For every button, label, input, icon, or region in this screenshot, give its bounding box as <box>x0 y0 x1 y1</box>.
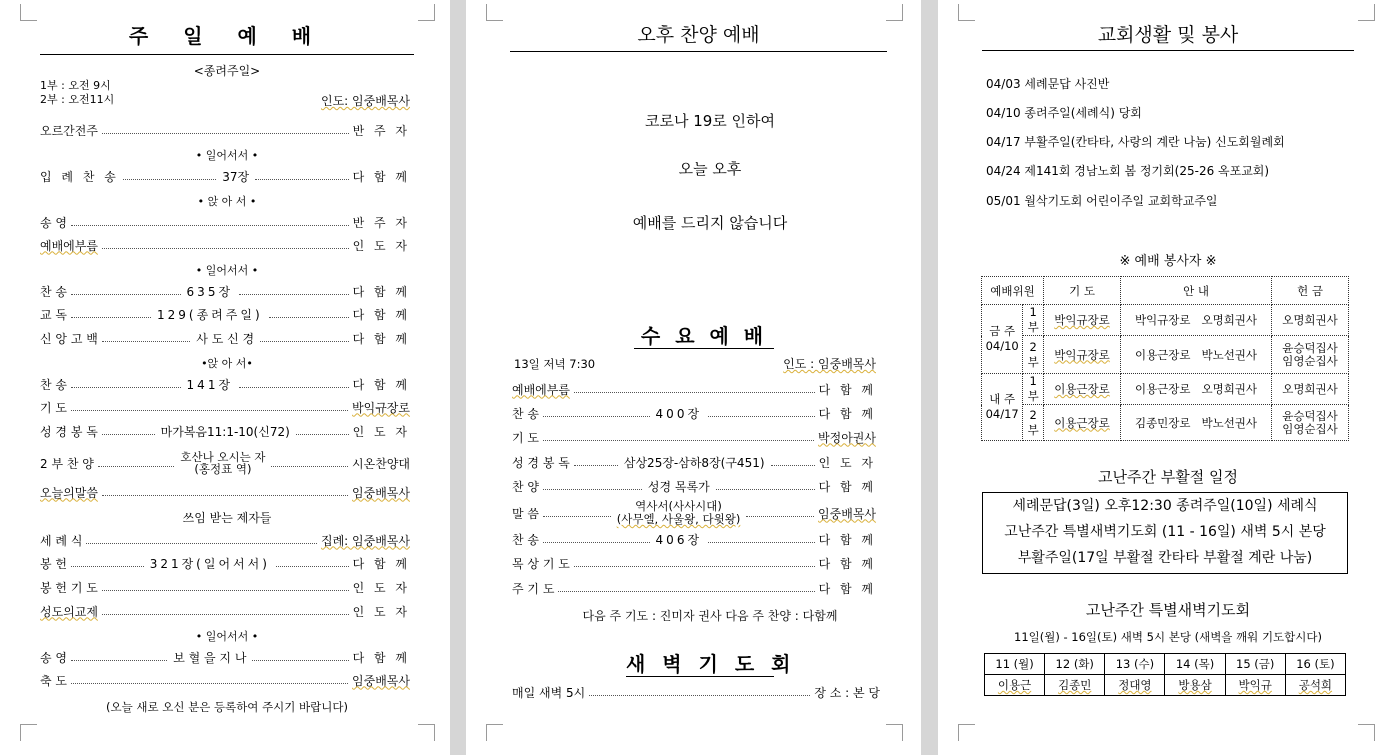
prayer-cell: 이용근장로 <box>1044 405 1121 441</box>
wednesday-time: 13일 저녁 7:30 <box>514 357 596 371</box>
dawn-title: 새 벽 기 도 회 <box>626 652 796 676</box>
table-row <box>982 336 1349 374</box>
header-cell: 헌 금 <box>1272 277 1349 305</box>
order-offering: 봉 헌 321장(일어서서) 다 함 께 <box>40 556 411 571</box>
notice-line-3: 예배를 드리지 않습니다 <box>632 214 788 232</box>
dawn-info: 매일 새벽 5시 장 소 : 본 당 <box>512 685 880 700</box>
part-cell: 2부 <box>1023 336 1044 374</box>
order-offering-prayer: 봉 헌 기 도 인 도 자 <box>40 580 410 595</box>
day-cell: 12 (화) <box>1045 654 1105 675</box>
offering-name: 윤승덕집사 <box>1282 340 1338 355</box>
order-choir: 2 부 찬 양 호산나 오시는 자 (홍정표 역) 시온찬양대 <box>40 450 410 476</box>
easter-line: 부활주일(17일 부활절 칸타타 부활절 계란 나눔) <box>1017 550 1313 566</box>
easter-schedule-box <box>982 492 1348 574</box>
wed-sermon: 말 씀 역사서(사사시대) (사무엘, 사울왕, 다윗왕) 임중배목사 <box>512 499 877 526</box>
usher-cell: 이용근장로 오명희권사 <box>1121 374 1272 405</box>
crop-mark <box>486 724 503 741</box>
offering-cell <box>1272 336 1349 374</box>
dawn-rule <box>626 676 774 677</box>
part-cell: 2부 <box>1023 405 1044 441</box>
event-item: 04/17 부활주일(칸타타, 사랑의 계란 나눔) 신도회월례회 <box>986 135 1285 149</box>
week-cell: 금 주 04/10 <box>982 305 1023 374</box>
order-prelude: 오르간전주 반 주 자 <box>40 123 410 138</box>
table-row <box>982 305 1349 336</box>
rubric-sit: • 앉 아 서 • <box>197 195 257 208</box>
offering-cell: 오명희권사 <box>1272 305 1349 336</box>
subtitle: <종려주일> <box>193 64 261 78</box>
wed-call: 예배에부름 다 함 께 <box>512 382 876 397</box>
order-praise: 송 영 반 주 자 <box>40 215 410 230</box>
wednesday-title: 수 요 예 배 <box>640 324 768 348</box>
name-cell: 공석희 <box>1285 675 1345 696</box>
order-prayer: 기 도 박익규장로 <box>40 400 410 415</box>
notice-line-1: 코로나 19로 인하여 <box>644 112 776 130</box>
easter-line: 고난주간 특별새벽기도회 (11 - 16일) 새벽 5시 본당 <box>1004 524 1326 540</box>
rubric-stand: • 일어서서 • <box>195 630 259 643</box>
volunteers-title: ※ 예배 봉사자 ※ <box>1119 254 1217 269</box>
notice-line-2: 오늘 오후 <box>678 160 742 178</box>
name-row <box>985 675 1346 696</box>
table-row <box>982 405 1349 441</box>
rubric-sit: •앉 아 서• <box>201 357 253 370</box>
prayer-cell: 박익규장로 <box>1044 305 1121 336</box>
crop-mark <box>1358 724 1375 741</box>
page-title: 오후 찬양 예배 <box>637 24 760 46</box>
dawn-prayer-title: 고난주간 특별새벽기도회 <box>1085 601 1251 619</box>
name-cell: 이용근 <box>985 675 1045 696</box>
order-hymn-2: 찬 송 141장 다 함 께 <box>40 377 410 392</box>
dawn-prayer-table <box>984 653 1346 696</box>
offering-cell: 오명희권사 <box>1272 374 1349 405</box>
title-rule <box>982 50 1354 51</box>
volunteers-table <box>981 276 1349 441</box>
order-sermon: 오늘의말씀 임중배목사 <box>40 485 410 500</box>
order-call: 예배에부름 인 도 자 <box>40 238 410 253</box>
wed-pastoral-prayer: 목 상 기 도 다 함 께 <box>512 556 876 571</box>
service-time-2: 2부 : 오전11시 <box>40 93 115 106</box>
wed-hymn-2: 찬 송 406장 다 함 께 <box>512 532 876 547</box>
wed-reading: 성 경 봉 독 삼상25장-삼하8장(구451) 인 도 자 <box>512 455 876 470</box>
prayer-cell: 이용근장로 <box>1044 374 1121 405</box>
wednesday-rule <box>634 348 774 349</box>
day-cell: 16 (토) <box>1285 654 1345 675</box>
order-hymn: 찬 송 635장 다 함 께 <box>40 284 410 299</box>
week-cell: 내 주 04/17 <box>982 374 1023 441</box>
name-cell: 김종민 <box>1045 675 1105 696</box>
part-cell: 1부 <box>1023 374 1044 405</box>
order-responsive: 교 독 129(종려주일) 다 함 께 <box>40 307 411 322</box>
wednesday-leader: 인도 : 임중배목사 <box>783 357 876 371</box>
order-fellowship: 성도의교제 인 도 자 <box>40 604 410 619</box>
usher-cell: 김종민장로 박노선권사 <box>1121 405 1272 441</box>
header-cell: 기 도 <box>1044 277 1121 305</box>
crop-mark <box>958 724 975 741</box>
order-entry-hymn: 입 례 찬 송 37장 다 함 께 <box>40 169 410 184</box>
crop-mark <box>418 724 435 741</box>
name-cell: 정대영 <box>1105 675 1165 696</box>
offering-cell <box>1272 405 1349 441</box>
page-title: 교회생활 및 봉사 <box>1097 24 1239 46</box>
name-cell: 박익규 <box>1225 675 1285 696</box>
crop-mark <box>886 4 903 21</box>
order-creed: 신 앙 고 백 사 도 신 경 다 함 께 <box>40 331 410 346</box>
title-rule <box>40 54 414 55</box>
day-cell: 15 (금) <box>1225 654 1285 675</box>
offering-name: 임영순집사 <box>1282 353 1338 368</box>
order-baptism: 세 례 식 집례: 임중배목사 <box>40 533 410 548</box>
rubric-stand: • 일어서서 • <box>195 264 259 277</box>
dawn-prayer-subtitle: 11일(월) - 16일(토) 새벽 5시 본당 (새벽을 깨워 기도합시다) <box>1014 630 1322 644</box>
day-row <box>985 654 1346 675</box>
rubric-stand: • 일어서서 • <box>195 149 259 162</box>
order-benediction: 축 도 임중배목사 <box>40 673 410 688</box>
page-church-life <box>938 0 1391 755</box>
crop-mark <box>958 4 975 21</box>
next-week-note: 다음 주 기도 : 진미자 권사 다음 주 찬양 : 다함께 <box>582 609 838 623</box>
day-cell: 13 (수) <box>1105 654 1165 675</box>
event-item: 04/24 제141회 경남노회 봄 정기회(25-26 옥포교회) <box>986 164 1270 178</box>
event-item: 04/03 세례문답 사진반 <box>986 77 1110 91</box>
order-doxology: 송 영 보 혈 을 지 나 다 함 께 <box>40 650 410 665</box>
ministry-heading: 쓰임 받는 제자들 <box>182 511 272 525</box>
part-cell: 1부 <box>1023 305 1044 336</box>
table-row <box>982 374 1349 405</box>
order-reading: 성 경 봉 독 마가복음11:1-10(신72) 인 도 자 <box>40 424 411 439</box>
crop-mark <box>20 4 37 21</box>
footer-note: (오늘 새로 오신 분은 등록하여 주시기 바랍니다) <box>106 700 348 714</box>
leader: 인도: 임중배목사 <box>320 94 410 108</box>
service-time-1: 1부 : 오전 9시 <box>40 79 111 92</box>
easter-line: 세례문답(3일) 오후12:30 종려주일(10일) 세례식 <box>1012 498 1318 514</box>
offering-name: 윤승덕집사 <box>1282 408 1338 423</box>
page-afternoon-worship <box>466 0 921 755</box>
day-cell: 14 (목) <box>1165 654 1225 675</box>
offering-name: 임영순집사 <box>1282 421 1338 436</box>
crop-mark <box>1358 4 1375 21</box>
table-header-row <box>982 277 1349 305</box>
crop-mark <box>886 724 903 741</box>
prayer-cell: 박익규장로 <box>1044 336 1121 374</box>
wed-hymn: 찬 송 400장 다 함 께 <box>512 406 876 421</box>
header-cell: 안 내 <box>1121 277 1272 305</box>
easter-title: 고난주간 부활절 일정 <box>1098 468 1238 486</box>
crop-mark <box>486 4 503 21</box>
event-item: 05/01 월삭기도회 어린이주일 교회학교주일 <box>986 194 1218 208</box>
title-rule <box>510 51 887 52</box>
wed-prayer: 기 도 박정아권사 <box>512 430 876 445</box>
name-cell: 방용삼 <box>1165 675 1225 696</box>
header-cell: 예배위원 <box>982 277 1044 305</box>
page-title: 주 일 예 배 <box>128 24 326 48</box>
crop-mark <box>418 4 435 21</box>
wed-lords-prayer: 주 기 도 다 함 께 <box>512 581 876 596</box>
page-sunday-worship <box>0 0 450 755</box>
usher-cell: 박익규장로 오명희권사 <box>1121 305 1272 336</box>
event-item: 04/10 종려주일(세례식) 당회 <box>986 106 1142 120</box>
day-cell: 11 (월) <box>985 654 1045 675</box>
wed-praise: 찬 양 성경 목록가 다 함 께 <box>512 479 876 494</box>
crop-mark <box>20 724 37 741</box>
usher-cell: 이용근장로 박노선권사 <box>1121 336 1272 374</box>
